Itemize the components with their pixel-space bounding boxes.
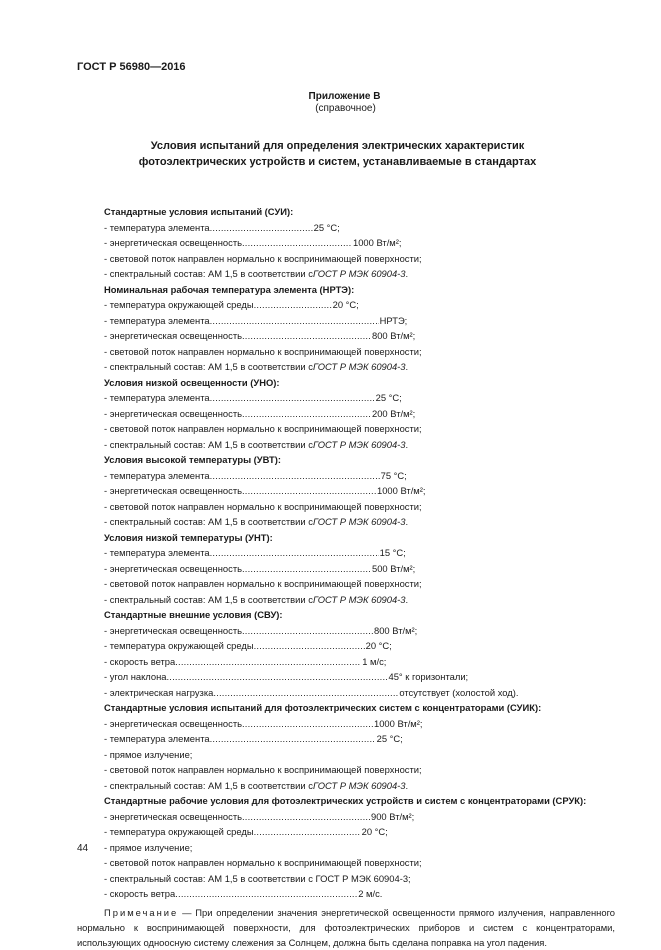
list-item: - спектральный состав: АМ 1,5 в соответствии с ГОСТ Р МЭК 60904-3;: [104, 872, 411, 884]
leader-dots: [210, 468, 380, 482]
annex-title: Приложение В: [308, 91, 381, 102]
list-item: - температура элемента ..... НРТЭ;: [77, 313, 615, 329]
section-heading-sui: Стандартные условия испытаний (СУИ):: [104, 206, 294, 217]
leader-dots: [242, 623, 373, 637]
leader-dots: [242, 561, 371, 575]
main-title: [0, 138, 661, 170]
list-item: - световой поток направлен нормально к воспринимающей поверхности;: [104, 764, 422, 775]
list-item: - температура элемента ..... 25 °С;: [77, 390, 615, 406]
list-item: - энергетическая освещенность ..... 900 Вт/м²;: [77, 809, 615, 825]
list-item: - скорость ветра ..... 1 м/с;: [77, 654, 615, 670]
list-item: - энергетическая освещенность ..... 800 Вт/м²;: [77, 623, 615, 639]
list-item: - спектральный состав: АМ 1,5 в соответствии с ГОСТ Р МЭК 60904-3 .: [104, 779, 409, 791]
leader-dots: [254, 638, 365, 652]
leader-dots: [254, 824, 361, 838]
list-item: - световой поток направлен нормально к воспринимающей поверхности;: [104, 857, 422, 868]
page-number: 44: [77, 843, 89, 854]
section-heading-nrte: Номинальная рабочая температура элемента (НРТЭ):: [104, 283, 355, 295]
list-item: - спектральный состав: АМ 1,5 в соответствии с ГОСТ Р МЭК 60904-3 .: [104, 593, 409, 605]
annex-subtitle: (справочное): [315, 103, 376, 114]
note-paragraph: Примечание — При определении значения энергетической освещенности прямого излучения, направленного нормально к воспринимающей поверхности, для фотоэлектрических приборов и систем с концентраторами, использующих одноосную систему слежения за Солнцем, должна быть сделана поправка на угол падения.: [77, 906, 616, 948]
list-item: - световой поток направлен нормально к воспринимающей поверхности;: [104, 500, 422, 512]
leader-dots: [213, 685, 398, 699]
list-item: - прямое излучение;: [104, 841, 193, 853]
list-item: - энергетическая освещенность ..... 1000 Вт/м²;: [77, 716, 615, 732]
section-heading-sruk: Стандартные рабочие условия для фотоэлектрических устройств и систем с концентраторами (СРУК):: [104, 795, 587, 806]
leader-dots: [210, 545, 379, 559]
list-item: - температура окружающей среды ..... 20 °С;: [77, 297, 615, 313]
conditions-content: [77, 204, 615, 950]
note-text: При определении значения энергетической освещенности прямого излучения, направленного нормально к воспринимающей поверхности, для фотоэлектрических приборов и систем с концентраторами, использующих одноосную систему слежения за Солнцем, должна быть сделана поправка на угол падения.: [77, 906, 616, 948]
list-item: - спектральный состав: АМ 1,5 в соответствии с ГОСТ Р МЭК 60904-3 .: [104, 516, 409, 527]
list-item: - электрическая нагрузка ..... отсутствует (холостой ход).: [77, 685, 615, 701]
leader-dots: [210, 390, 375, 404]
list-item: - температура окружающей среды ..... 20 °С;: [77, 824, 615, 840]
section-heading-unt: Условия низкой температуры (УНТ):: [104, 531, 273, 543]
list-item: - световой поток направлен нормально к воспринимающей поверхности;: [104, 578, 422, 589]
leader-dots: [167, 669, 388, 683]
leader-dots: [175, 654, 361, 668]
leader-dots: [210, 731, 376, 745]
leader-dots: [242, 483, 376, 497]
list-item: - угол наклона ..... 45° к горизонтали;: [77, 669, 615, 685]
list-item: - энергетическая освещенность ..... 1000 Вт/м²;: [77, 483, 615, 499]
leader-dots: [242, 716, 373, 730]
leader-dots: [242, 809, 370, 823]
section-heading-svu: Стандартные внешние условия (СВУ):: [104, 609, 283, 620]
leader-dots: [254, 297, 332, 311]
leader-dots: [175, 886, 357, 900]
list-item: - световой поток направлен нормально к воспринимающей поверхности;: [104, 423, 422, 434]
section-heading-suik: Стандартные условия испытаний для фотоэлектрических систем с концентраторами (СУИК):: [104, 702, 542, 713]
note-label: Примечание: [104, 906, 179, 918]
list-item: - спектральный состав: АМ 1,5 в соответствии с ГОСТ Р МЭК 60904-3 .: [104, 438, 409, 450]
leader-dots: [210, 313, 379, 327]
annex-block: [0, 91, 661, 115]
list-item: - энергетическая освещенность ..... 1000 Вт/м²;: [77, 235, 615, 251]
list-item: - спектральный состав: АМ 1,5 в соответствии с ГОСТ Р МЭК 60904-3 .: [104, 268, 409, 279]
list-item: - энергетическая освещенность ..... 500 Вт/м²;: [77, 561, 615, 577]
list-item: - спектральный состав: АМ 1,5 в соответствии с ГОСТ Р МЭК 60904-3 .: [104, 361, 409, 372]
section-heading-uvt: Условия высокой температуры (УВТ):: [104, 454, 282, 465]
section-heading-uno: Условия низкой освещенности (УНО):: [104, 376, 280, 388]
list-item: - световой поток направлен нормально к воспринимающей поверхности;: [104, 252, 422, 264]
list-item: - скорость ветра ..... 2 м/с.: [77, 886, 615, 902]
leader-dots: [210, 220, 313, 234]
main-title-line-1: Условия испытаний для определения электрических характеристик: [150, 140, 525, 152]
leader-dots: [242, 235, 352, 249]
list-item: - температура окружающей среды ..... 20 °С;: [77, 638, 615, 654]
list-item: - энергетическая освещенность ..... 200 Вт/м²;: [77, 406, 615, 422]
document-header: ГОСТ Р 56980—2016: [77, 61, 186, 73]
list-item: - световой поток направлен нормально к воспринимающей поверхности;: [104, 345, 422, 357]
list-item: - температура элемента ..... 75 °С;: [77, 468, 615, 484]
list-item: - температура элемента ..... 25 °С;: [77, 731, 615, 747]
list-item: - прямое излучение;: [104, 748, 193, 760]
main-title-line-2: фотоэлектрических устройств и систем, устанавливаемые в стандартах: [138, 156, 537, 168]
list-item: - температура элемента ..... 25 °С;: [77, 220, 615, 236]
leader-dots: [242, 328, 371, 342]
list-item: - энергетическая освещенность ..... 800 Вт/м²;: [77, 328, 615, 344]
list-item: - температура элемента ..... 15 °С;: [77, 545, 615, 561]
leader-dots: [242, 406, 371, 420]
